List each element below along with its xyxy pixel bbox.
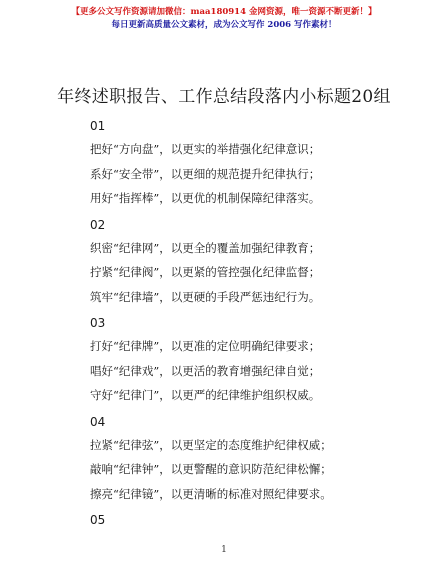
section-number: 05 [90,513,106,527]
body-line: 唱好“纪律戏”，以更活的教育增强纪律自觉； [90,363,321,378]
section-03 [90,312,390,408]
section-number: 03 [90,316,106,330]
header-banner [0,6,448,32]
section-number: 01 [90,119,106,133]
document-body [90,112,390,531]
body-line: 敲响“纪律钟”，以更警醒的意识防范纪律松懈； [90,462,332,476]
document-title: 年终述职报告、工作总结段落内小标题20组 [57,87,391,107]
section-02 [90,214,390,310]
section-01 [90,115,390,211]
body-line: 筑牢“纪律墙”，以更硬的手段严惩违纪行为。 [90,289,321,304]
body-line: 拉紧“纪律弦”，以更坚定的态度维护纪律权威； [90,437,332,452]
body-line: 织密“纪律网”，以更全的覆盖加强纪律教育； [90,240,321,255]
body-line: 守好“纪律门”，以更严的纪律维护组织权威。 [90,388,321,402]
body-line: 用好“指挥棒”，以更优的机制保障纪律落实。 [90,191,321,205]
body-line: 把好“方向盘”，以更实的举措强化纪律意识； [90,142,321,156]
section-number: 04 [90,414,106,429]
body-line: 系好“安全带”，以更细的规范提升纪律执行； [90,166,321,181]
section-number: 02 [90,217,106,232]
section-04 [90,411,390,507]
body-line: 打好“纪律牌”，以更准的定位明确纪律要求； [90,339,321,353]
body-line: 拧紧“纪律阀”，以更紧的管控强化纪律监督； [90,265,321,279]
banner-line-1: 【更多公文写作资源请加微信：maa180914 金网资源，唯一资源不断更新！】 [71,7,377,17]
page-number: 1 [221,545,227,555]
body-line: 擦亮“纪律镜”，以更清晰的标准对照纪律要求。 [90,486,332,501]
banner-line-2: 每日更新高质量公文素材，成为公文写作 2006 写作素材！ [111,20,337,30]
